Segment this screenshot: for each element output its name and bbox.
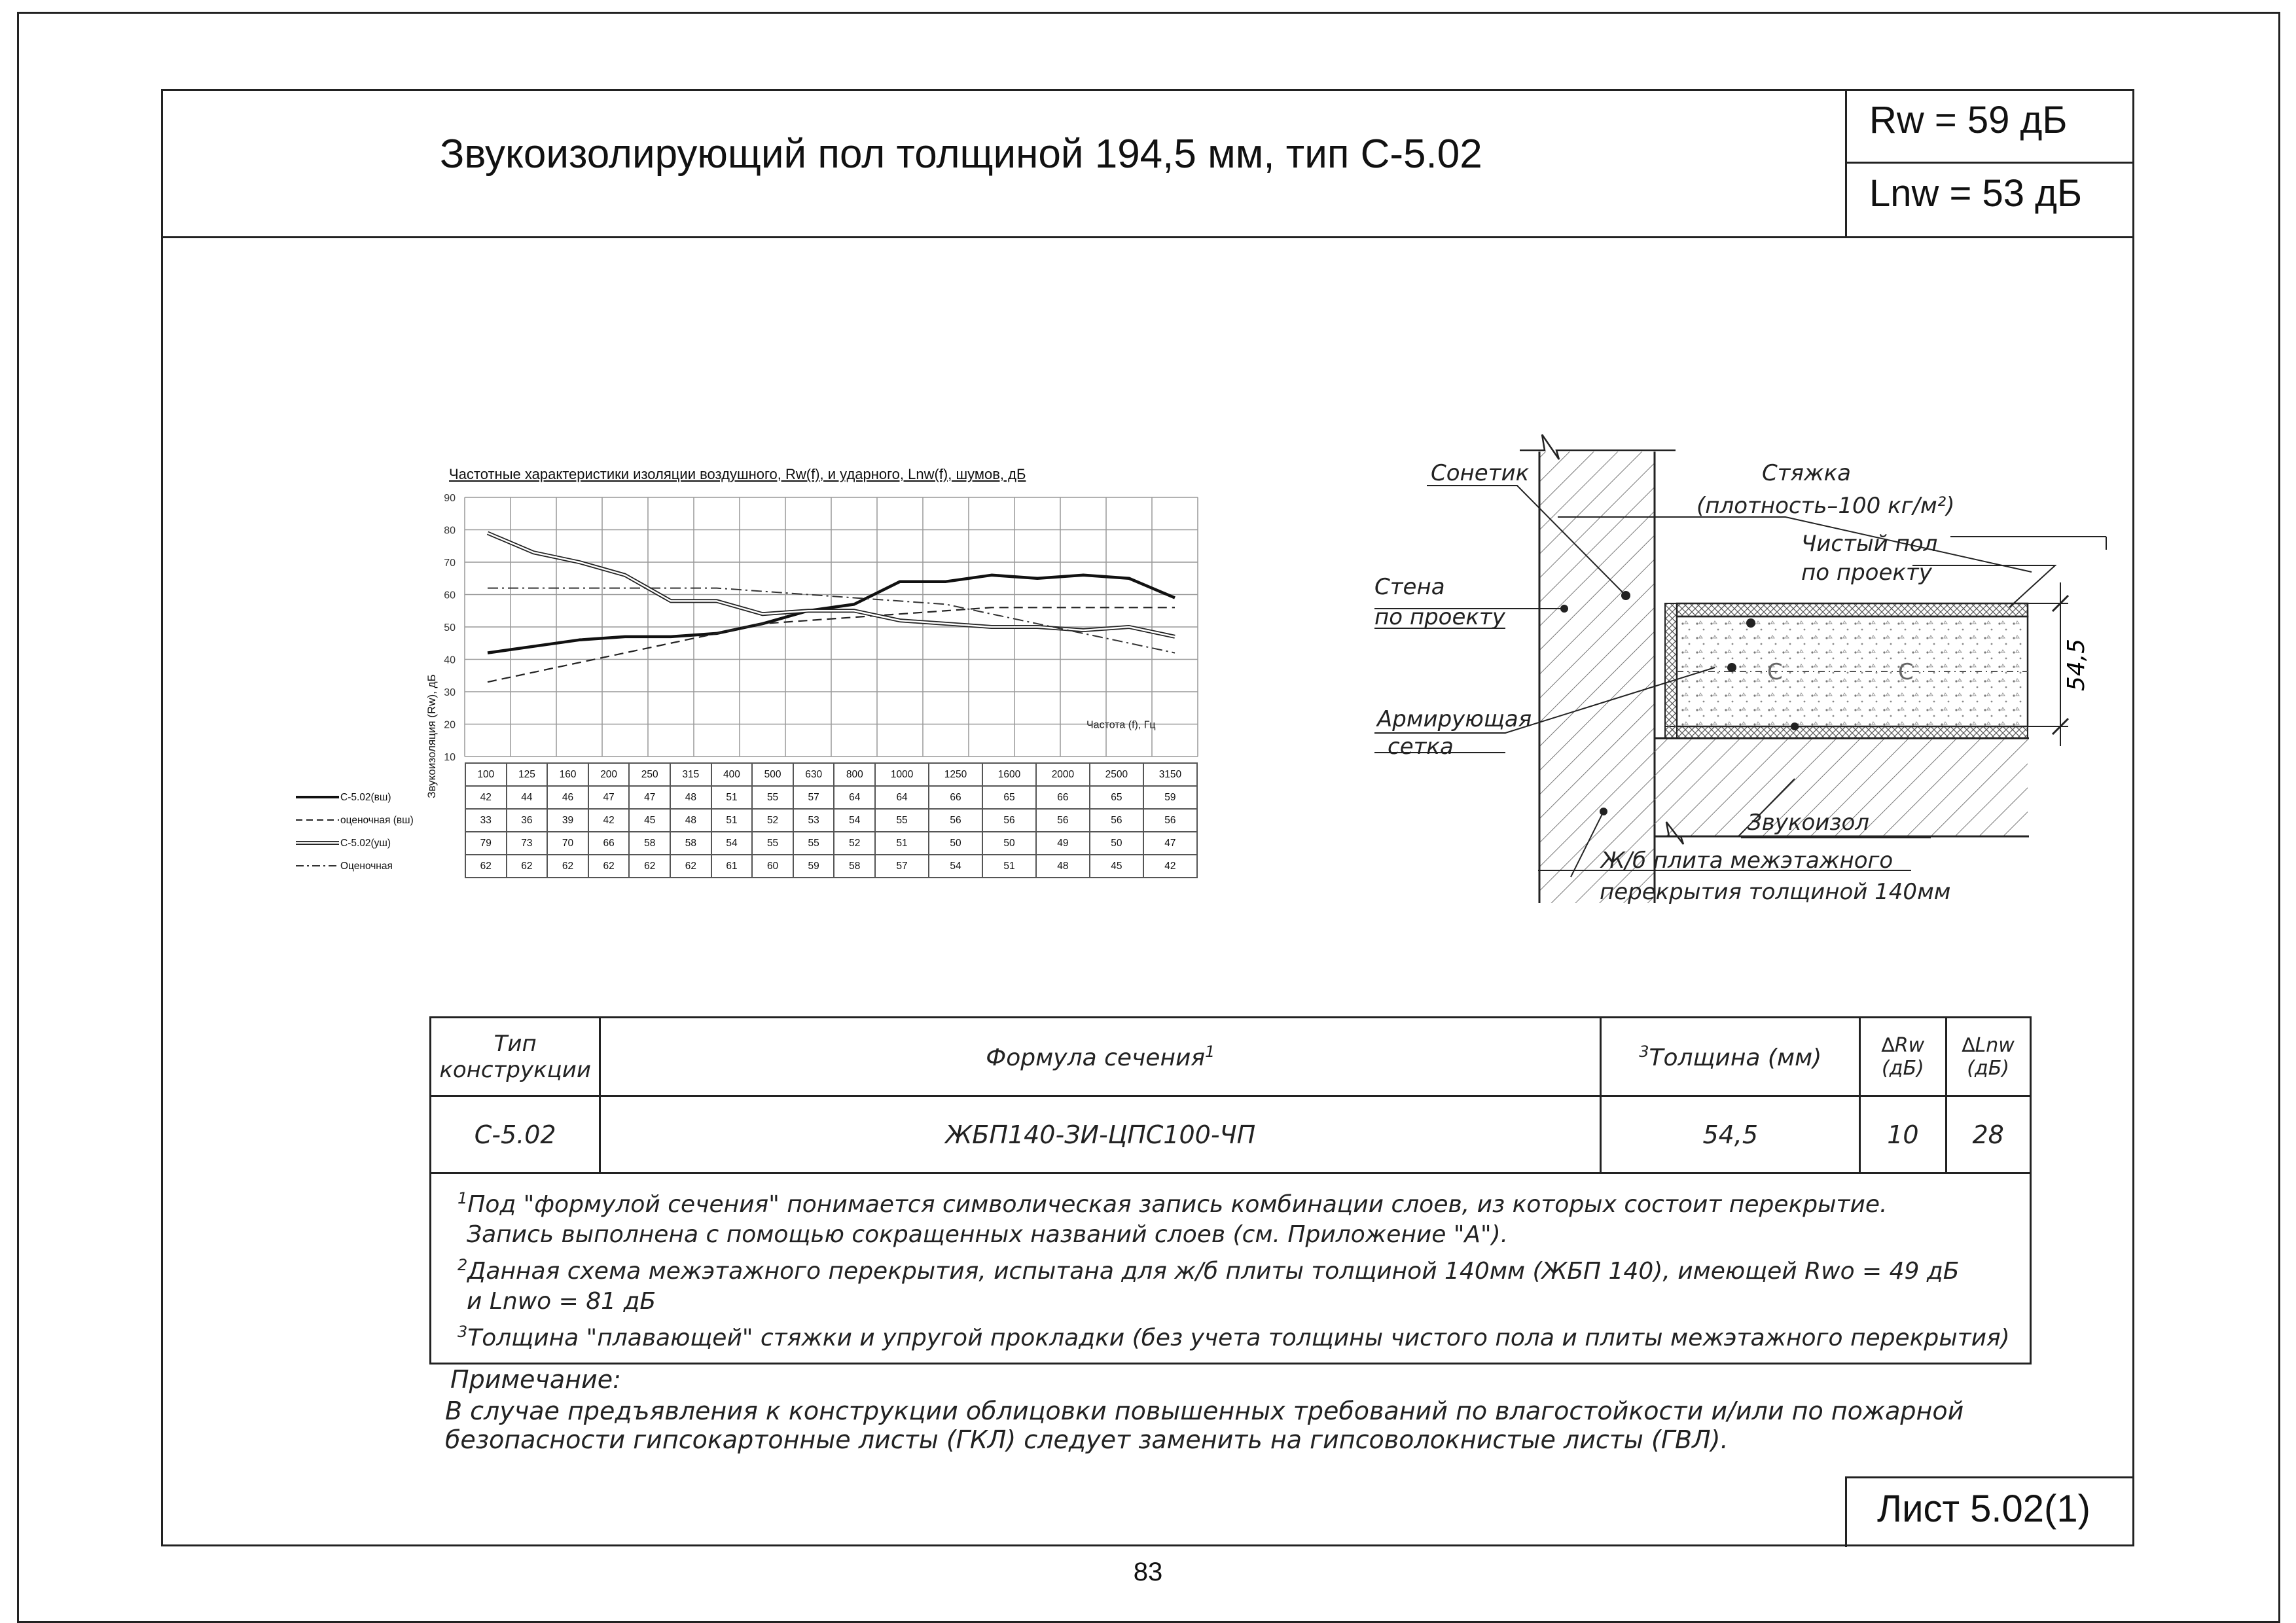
legend-label: Оценочная [340, 860, 393, 872]
label-wall-2: по проекту [1374, 604, 1505, 630]
y-tick-label: 20 [444, 719, 456, 731]
sheet-box-left [1845, 1476, 1847, 1547]
freq-header: 630 [793, 763, 834, 786]
header-rw-divider [1845, 162, 2134, 164]
y-tick-label: 50 [444, 622, 456, 633]
table-corner [295, 763, 465, 786]
header-drw-line1: ∆Rw [1881, 1033, 1925, 1057]
table-cell: 56 [982, 809, 1036, 832]
legend-swatch [295, 861, 340, 870]
table-cell: 50 [982, 832, 1036, 855]
freq-header: 3150 [1143, 763, 1197, 786]
table-cell: 58 [834, 855, 875, 878]
label-wall-1: Стена [1374, 574, 1445, 600]
table-cell: 70 [547, 832, 588, 855]
freq-header: 2500 [1090, 763, 1143, 786]
y-tick-label: 60 [444, 590, 456, 601]
freq-header: 1000 [875, 763, 929, 786]
edge-strip [1665, 603, 1677, 738]
table-cell: 51 [711, 786, 753, 809]
table-cell: 65 [1090, 786, 1143, 809]
freq-header: 1600 [982, 763, 1036, 786]
label-styazhka: Стяжка [1762, 460, 1851, 486]
header-dlnw-line2: (дБ) [1967, 1056, 2009, 1080]
table-cell: 56 [929, 809, 982, 832]
table-cell: 44 [507, 786, 548, 809]
table-cell: 53 [793, 809, 834, 832]
freq-header: 100 [465, 763, 507, 786]
table-cell: 55 [875, 809, 929, 832]
table-cell: 48 [1036, 855, 1090, 878]
legend-label: С-5.02(уш) [340, 837, 391, 849]
table-cell: 45 [1090, 855, 1143, 878]
table-cell: 46 [547, 786, 588, 809]
table-cell: 65 [982, 786, 1036, 809]
table-cell: 62 [629, 855, 670, 878]
wall-shape [1539, 452, 1655, 903]
table-cell: 52 [834, 832, 875, 855]
table-cell: 58 [629, 832, 670, 855]
label-slab-1: Ж/б плита межэтажного [1601, 847, 1893, 874]
table-cell: 52 [752, 809, 793, 832]
freq-header: 315 [670, 763, 711, 786]
header-drw-line2: (дБ) [1882, 1056, 1924, 1080]
sheet-box-top [1845, 1476, 2134, 1478]
footnote-sup: 3 [457, 1323, 468, 1341]
footnote-text: Под "формулой сечения" понимается символическая запись комбинации слоев, из которых состоит перекрытие. [467, 1191, 1888, 1218]
chart-data-table [295, 762, 1198, 878]
table-row [295, 786, 1197, 809]
header-thickness-sup: 3 [1639, 1042, 1649, 1061]
table-cell: 54 [929, 855, 982, 878]
freq-header: 125 [507, 763, 548, 786]
header-type-line2: конструкции [439, 1056, 591, 1083]
header-dlnw-line1: ∆Lnw [1962, 1033, 2015, 1057]
table-cell: 60 [752, 855, 793, 878]
header-type-line1: Тип [493, 1030, 537, 1057]
table-cell: 62 [547, 855, 588, 878]
section-spec-table [429, 1016, 2032, 1364]
table-cell: 50 [1090, 832, 1143, 855]
freq-header: 500 [752, 763, 793, 786]
footnote-line [457, 1183, 2010, 1220]
table-cell: 48 [670, 809, 711, 832]
label-floor-2: по проекту [1801, 560, 1932, 586]
table-cell: 66 [929, 786, 982, 809]
footnote-text: Толщина "плавающей" стяжки и упругой прокладки (без учета толщины чистого пола и плиты межэтажного перекрытия) [467, 1325, 2010, 1351]
rw-value: Rw = 59 дБ [1869, 99, 2068, 141]
page-number: 83 [1133, 1558, 1163, 1586]
lnw-value: Lnw = 53 дБ [1869, 172, 2083, 215]
table-cell: 56 [1036, 809, 1090, 832]
soundproof-layer [1665, 726, 2028, 738]
table-cell: 42 [465, 786, 507, 809]
footnotes-cell [431, 1173, 2031, 1364]
chart-plot [393, 484, 1204, 772]
y-tick-label: 10 [444, 752, 456, 763]
y-tick-label: 80 [444, 525, 456, 537]
footnote-sup: 1 [457, 1189, 468, 1207]
table-cell: 33 [465, 809, 507, 832]
header-divider [161, 236, 2134, 238]
finish-floor-layer [1677, 603, 2028, 616]
table-cell: 73 [507, 832, 548, 855]
chart-title: Частотные характеристики изоляции воздушного, Rw(f), и ударного, Lnw(f), шумов, дБ [449, 466, 1026, 482]
table-row [295, 809, 1197, 832]
footnote-text: Запись выполнена с помощью сокращенных названий слоев (см. Приложение "А"). [467, 1221, 1509, 1248]
table-cell: 62 [465, 855, 507, 878]
freq-header: 1250 [929, 763, 982, 786]
table-cell: 59 [793, 855, 834, 878]
y-tick-label: 90 [444, 493, 456, 504]
label-slab-2: перекрытия толщиной 140мм [1600, 879, 1951, 905]
header-thickness [1601, 1018, 1860, 1096]
table-cell: 55 [752, 832, 793, 855]
table-cell: 42 [1143, 855, 1197, 878]
x-axis-label: Частота (f), Гц [1086, 719, 1156, 731]
table-cell: 54 [834, 809, 875, 832]
freq-header: 200 [588, 763, 630, 786]
svg-text:С: С [1898, 659, 1914, 685]
footnote-text: и Lnwo = 81 дБ [467, 1288, 656, 1315]
y-tick-label: 40 [444, 654, 456, 666]
header-drw [1860, 1018, 1946, 1096]
table-cell: 36 [507, 809, 548, 832]
table-cell: 50 [929, 832, 982, 855]
freq-header: 2000 [1036, 763, 1090, 786]
footnote-line [457, 1220, 2010, 1250]
table-cell: 59 [1143, 786, 1197, 809]
header-formula [600, 1018, 1601, 1096]
table-cell: 54 [711, 832, 753, 855]
header-type [431, 1018, 600, 1096]
footnote-line [457, 1287, 2010, 1317]
freq-header: 400 [711, 763, 753, 786]
table-cell: 64 [834, 786, 875, 809]
label-mesh-1: Армирующая [1377, 706, 1532, 732]
table-cell: 57 [793, 786, 834, 809]
table-cell: 55 [793, 832, 834, 855]
label-mesh-2: сетка [1388, 734, 1454, 760]
table-cell: 49 [1036, 832, 1090, 855]
table-cell: 58 [670, 832, 711, 855]
footnote-line [457, 1250, 2010, 1287]
label-sonetik: Сонетик [1431, 460, 1530, 486]
label-density: (плотность–100 кг/м²) [1696, 493, 1955, 519]
table-cell: 62 [670, 855, 711, 878]
table-cell: 48 [670, 786, 711, 809]
table-cell: 47 [588, 786, 630, 809]
table-cell: 62 [588, 855, 630, 878]
freq-header: 160 [547, 763, 588, 786]
note-line-2: безопасности гипсокартонные листы (ГКЛ) следует заменить на гипсоволокнистые листы (ГВЛ). [445, 1425, 1729, 1454]
legend-swatch [295, 815, 340, 825]
table-cell: 51 [982, 855, 1036, 878]
legend-entry [295, 786, 465, 809]
table-cell: 47 [629, 786, 670, 809]
legend-entry [295, 832, 465, 855]
floor-section-diagram [1348, 432, 2108, 916]
table-cell: 51 [711, 809, 753, 832]
table-cell: 42 [588, 809, 630, 832]
table-cell: 47 [1143, 832, 1197, 855]
note-line-1: В случае предъявления к конструкции облицовки повышенных требований по влагостойкости и/или по пожарной [445, 1397, 1964, 1425]
freq-header: 800 [834, 763, 875, 786]
legend-swatch [295, 793, 340, 802]
table-cell: 57 [875, 855, 929, 878]
table-cell: 55 [752, 786, 793, 809]
table-cell: 51 [875, 832, 929, 855]
page-title: Звукоизолирующий пол толщиной 194,5 мм, тип С-5.02 [440, 132, 1482, 177]
header-dlnw [1946, 1018, 2030, 1096]
y-tick-label: 30 [444, 687, 456, 698]
legend-label: оценочная (вш) [340, 814, 414, 826]
table-cell: 39 [547, 809, 588, 832]
legend-label: С-5.02(вш) [340, 791, 391, 803]
table-cell: 64 [875, 786, 929, 809]
y-tick-label: 70 [444, 558, 456, 569]
header-formula-sup: 1 [1205, 1042, 1215, 1061]
table-cell: 56 [1090, 809, 1143, 832]
footnote-line [457, 1317, 2010, 1353]
table-cell: 62 [507, 855, 548, 878]
table-row [295, 832, 1197, 855]
footnote-text: Данная схема межэтажного перекрытия, испытана для ж/б плиты толщиной 140мм (ЖБП 140), имеющей Rwo = 49 дБ [467, 1258, 1960, 1285]
row-drw: 10 [1860, 1096, 1946, 1173]
header-thickness-text: Толщина (мм) [1649, 1044, 1822, 1071]
table-cell: 56 [1143, 809, 1197, 832]
chart-ylabel: Звукоизоляция (Rw), дБ [425, 674, 438, 798]
table-row [295, 855, 1197, 878]
legend-entry [295, 855, 465, 878]
row-type: С-5.02 [431, 1096, 600, 1173]
table-cell: 66 [1036, 786, 1090, 809]
sheet-label: Лист 5.02(1) [1877, 1488, 2090, 1530]
freq-header: 250 [629, 763, 670, 786]
note-title: Примечание: [450, 1365, 621, 1394]
table-cell: 66 [588, 832, 630, 855]
row-thickness: 54,5 [1601, 1096, 1860, 1173]
legend-entry [295, 809, 465, 832]
table-cell: 79 [465, 832, 507, 855]
legend-swatch [295, 838, 340, 847]
table-cell: 61 [711, 855, 753, 878]
row-dlnw: 28 [1946, 1096, 2030, 1173]
footnotes [457, 1183, 2010, 1353]
label-zvukoizol: Звукоизол [1748, 810, 1870, 836]
svg-text:С: С [1767, 659, 1783, 685]
dimension-label: 54,5 [2063, 638, 2090, 692]
row-formula: ЖБП140-ЗИ-ЦПС100-ЧП [600, 1096, 1601, 1173]
label-floor-1: Чистый пол [1801, 531, 1938, 557]
header-formula-text: Формула сечения [986, 1044, 1206, 1071]
footnote-sup: 2 [457, 1256, 468, 1274]
table-cell: 45 [629, 809, 670, 832]
